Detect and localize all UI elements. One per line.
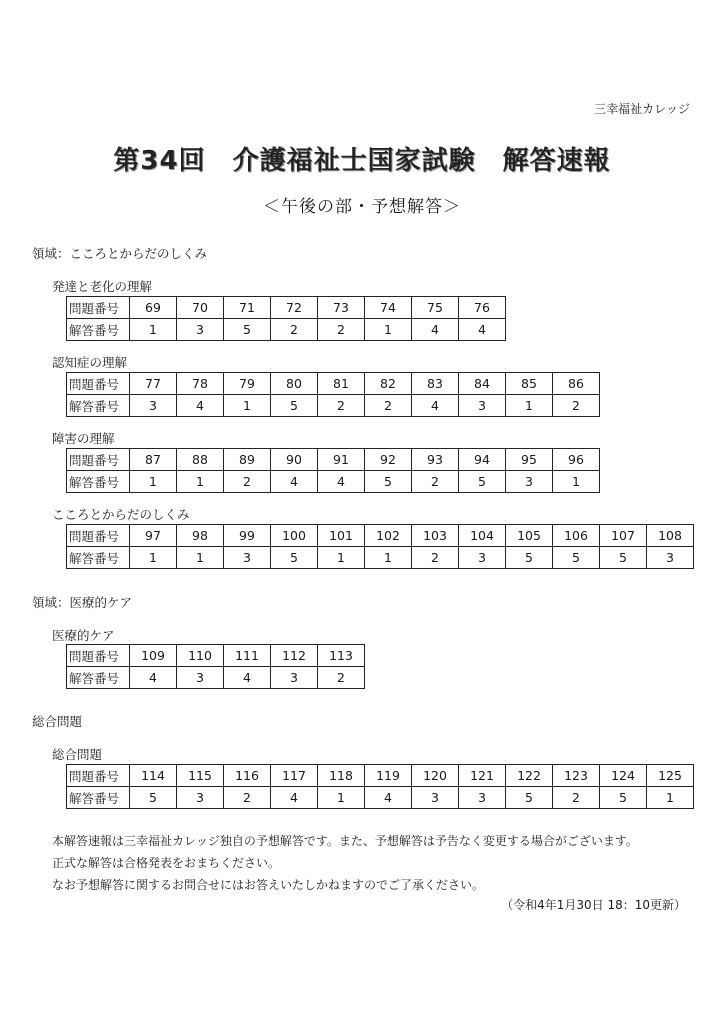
answer-table (66, 524, 694, 569)
question-number-cell: 116 (224, 765, 271, 787)
answer-number-cell: 2 (318, 319, 365, 341)
answer-number-cell: 2 (271, 319, 318, 341)
answer-number-cell: 2 (365, 395, 412, 417)
question-number-cell: 122 (506, 765, 553, 787)
answer-number-cell: 2 (318, 395, 365, 417)
question-number-cell: 106 (553, 525, 600, 547)
question-number-cell: 113 (318, 645, 365, 667)
row-header-cell: 解答番号 (67, 319, 130, 341)
answer-number-cell: 4 (412, 395, 459, 417)
answer-number-cell: 3 (412, 787, 459, 809)
question-row (67, 525, 694, 547)
answer-number-cell: 2 (224, 471, 271, 493)
answer-row (67, 471, 600, 493)
question-number-cell: 117 (271, 765, 318, 787)
org-name: 三幸福祉カレッジ (594, 102, 690, 116)
answer-number-cell: 4 (224, 667, 271, 689)
answer-number-cell: 4 (271, 471, 318, 493)
section-title: 発達と老化の理解 (52, 279, 153, 294)
answer-number-cell: 3 (506, 471, 553, 493)
question-number-cell: 104 (459, 525, 506, 547)
answer-table (66, 644, 365, 689)
answer-number-cell: 5 (271, 395, 318, 417)
question-number-cell: 100 (271, 525, 318, 547)
question-number-cell: 69 (130, 297, 177, 319)
question-number-cell: 94 (459, 449, 506, 471)
answer-number-cell: 5 (506, 787, 553, 809)
row-header-cell: 解答番号 (67, 787, 130, 809)
section-title: 認知症の理解 (52, 355, 128, 370)
question-number-cell: 87 (130, 449, 177, 471)
row-header-cell: 問題番号 (67, 525, 130, 547)
answer-number-cell: 2 (318, 667, 365, 689)
question-number-cell: 111 (224, 645, 271, 667)
question-number-cell: 121 (459, 765, 506, 787)
answer-number-cell: 5 (600, 547, 647, 569)
answer-number-cell: 3 (130, 395, 177, 417)
question-number-cell: 86 (553, 373, 600, 395)
question-number-cell: 118 (318, 765, 365, 787)
section-title: こころとからだのしくみ (52, 507, 190, 522)
answer-number-cell: 3 (224, 547, 271, 569)
question-number-cell: 81 (318, 373, 365, 395)
question-number-cell: 73 (318, 297, 365, 319)
answer-row (67, 547, 694, 569)
section-title: 障害の理解 (52, 431, 115, 446)
answer-number-cell: 1 (506, 395, 553, 417)
question-number-cell: 98 (177, 525, 224, 547)
question-row (67, 373, 600, 395)
question-number-cell: 108 (647, 525, 694, 547)
question-row (67, 297, 506, 319)
row-header-cell: 問題番号 (67, 373, 130, 395)
answer-number-cell: 4 (459, 319, 506, 341)
answer-row (67, 667, 365, 689)
answer-number-cell: 5 (365, 471, 412, 493)
answer-number-cell: 4 (271, 787, 318, 809)
question-number-cell: 82 (365, 373, 412, 395)
answer-table (66, 372, 600, 417)
question-number-cell: 115 (177, 765, 224, 787)
answer-table (66, 448, 600, 493)
answer-number-cell: 4 (365, 787, 412, 809)
disclaimer-line: なお予想解答に関するお問合せにはお答えいたしかねますのでご了承ください。 (52, 878, 485, 892)
answer-number-cell: 1 (553, 471, 600, 493)
question-number-cell: 76 (459, 297, 506, 319)
answer-number-cell: 1 (177, 547, 224, 569)
question-number-cell: 83 (412, 373, 459, 395)
question-number-cell: 79 (224, 373, 271, 395)
question-row (67, 449, 600, 471)
answer-number-cell: 3 (177, 319, 224, 341)
answer-number-cell: 1 (130, 547, 177, 569)
row-header-cell: 問題番号 (67, 449, 130, 471)
answer-number-cell: 5 (224, 319, 271, 341)
row-header-cell: 解答番号 (67, 471, 130, 493)
question-number-cell: 92 (365, 449, 412, 471)
answer-number-cell: 2 (224, 787, 271, 809)
question-number-cell: 80 (271, 373, 318, 395)
section-title: 医療的ケア (52, 628, 115, 643)
answer-number-cell: 3 (647, 547, 694, 569)
answer-number-cell: 1 (318, 787, 365, 809)
question-number-cell: 110 (177, 645, 224, 667)
answer-number-cell: 3 (177, 667, 224, 689)
answer-number-cell: 1 (365, 547, 412, 569)
answer-number-cell: 3 (271, 667, 318, 689)
row-header-cell: 解答番号 (67, 547, 130, 569)
question-number-cell: 96 (553, 449, 600, 471)
question-number-cell: 125 (647, 765, 694, 787)
disclaimer-line: 正式な解答は合格発表をおまちください。 (52, 856, 281, 870)
question-number-cell: 119 (365, 765, 412, 787)
question-number-cell: 95 (506, 449, 553, 471)
answer-number-cell: 4 (177, 395, 224, 417)
domain-label: 領域：医療的ケア (32, 595, 133, 610)
question-number-cell: 90 (271, 449, 318, 471)
answer-number-cell: 3 (459, 787, 506, 809)
page-subtitle: ＜午後の部・予想解答＞ (263, 197, 461, 217)
question-row (67, 645, 365, 667)
disclaimer-line: 本解答速報は三幸福祉カレッジ独自の予想解答です。また、予想解答は予告なく変更する場合がございます。 (52, 834, 638, 848)
question-number-cell: 103 (412, 525, 459, 547)
question-number-cell: 93 (412, 449, 459, 471)
question-number-cell: 78 (177, 373, 224, 395)
question-number-cell: 89 (224, 449, 271, 471)
answer-number-cell: 3 (459, 547, 506, 569)
question-number-cell: 107 (600, 525, 647, 547)
question-number-cell: 71 (224, 297, 271, 319)
question-number-cell: 123 (553, 765, 600, 787)
question-number-cell: 70 (177, 297, 224, 319)
answer-row (67, 319, 506, 341)
question-number-cell: 99 (224, 525, 271, 547)
row-header-cell: 問題番号 (67, 645, 130, 667)
answer-row (67, 395, 600, 417)
answer-number-cell: 4 (412, 319, 459, 341)
question-number-cell: 97 (130, 525, 177, 547)
answer-table (66, 764, 694, 809)
answer-number-cell: 1 (130, 319, 177, 341)
answer-number-cell: 5 (553, 547, 600, 569)
question-row (67, 765, 694, 787)
answer-number-cell: 1 (130, 471, 177, 493)
update-timestamp: （令和4年1月30日 18：10更新） (501, 898, 686, 912)
question-number-cell: 91 (318, 449, 365, 471)
row-header-cell: 問題番号 (67, 297, 130, 319)
row-header-cell: 問題番号 (67, 765, 130, 787)
question-number-cell: 102 (365, 525, 412, 547)
domain-label: 領域：こころとからだのしくみ (32, 246, 208, 261)
question-number-cell: 85 (506, 373, 553, 395)
answer-number-cell: 4 (318, 471, 365, 493)
answer-number-cell: 5 (271, 547, 318, 569)
domain-label: 総合問題 (32, 714, 83, 729)
answer-number-cell: 5 (600, 787, 647, 809)
question-number-cell: 101 (318, 525, 365, 547)
question-number-cell: 72 (271, 297, 318, 319)
question-number-cell: 109 (130, 645, 177, 667)
question-number-cell: 120 (412, 765, 459, 787)
answer-number-cell: 3 (177, 787, 224, 809)
answer-number-cell: 2 (553, 787, 600, 809)
question-number-cell: 114 (130, 765, 177, 787)
answer-number-cell: 4 (130, 667, 177, 689)
question-number-cell: 77 (130, 373, 177, 395)
answer-number-cell: 5 (130, 787, 177, 809)
row-header-cell: 解答番号 (67, 395, 130, 417)
question-number-cell: 88 (177, 449, 224, 471)
question-number-cell: 112 (271, 645, 318, 667)
answer-table (66, 296, 506, 341)
section-title: 総合問題 (52, 747, 103, 762)
question-number-cell: 84 (459, 373, 506, 395)
page-title: 第34回 介護福祉士国家試験 解答速報 (113, 146, 611, 176)
answer-number-cell: 2 (412, 471, 459, 493)
row-header-cell: 解答番号 (67, 667, 130, 689)
answer-row (67, 787, 694, 809)
answer-number-cell: 2 (553, 395, 600, 417)
answer-number-cell: 1 (177, 471, 224, 493)
answer-number-cell: 1 (647, 787, 694, 809)
answer-number-cell: 5 (459, 471, 506, 493)
answer-number-cell: 3 (459, 395, 506, 417)
question-number-cell: 75 (412, 297, 459, 319)
question-number-cell: 74 (365, 297, 412, 319)
question-number-cell: 124 (600, 765, 647, 787)
answer-number-cell: 2 (412, 547, 459, 569)
question-number-cell: 105 (506, 525, 553, 547)
answer-number-cell: 1 (224, 395, 271, 417)
answer-number-cell: 1 (318, 547, 365, 569)
answer-number-cell: 1 (365, 319, 412, 341)
answer-number-cell: 5 (506, 547, 553, 569)
